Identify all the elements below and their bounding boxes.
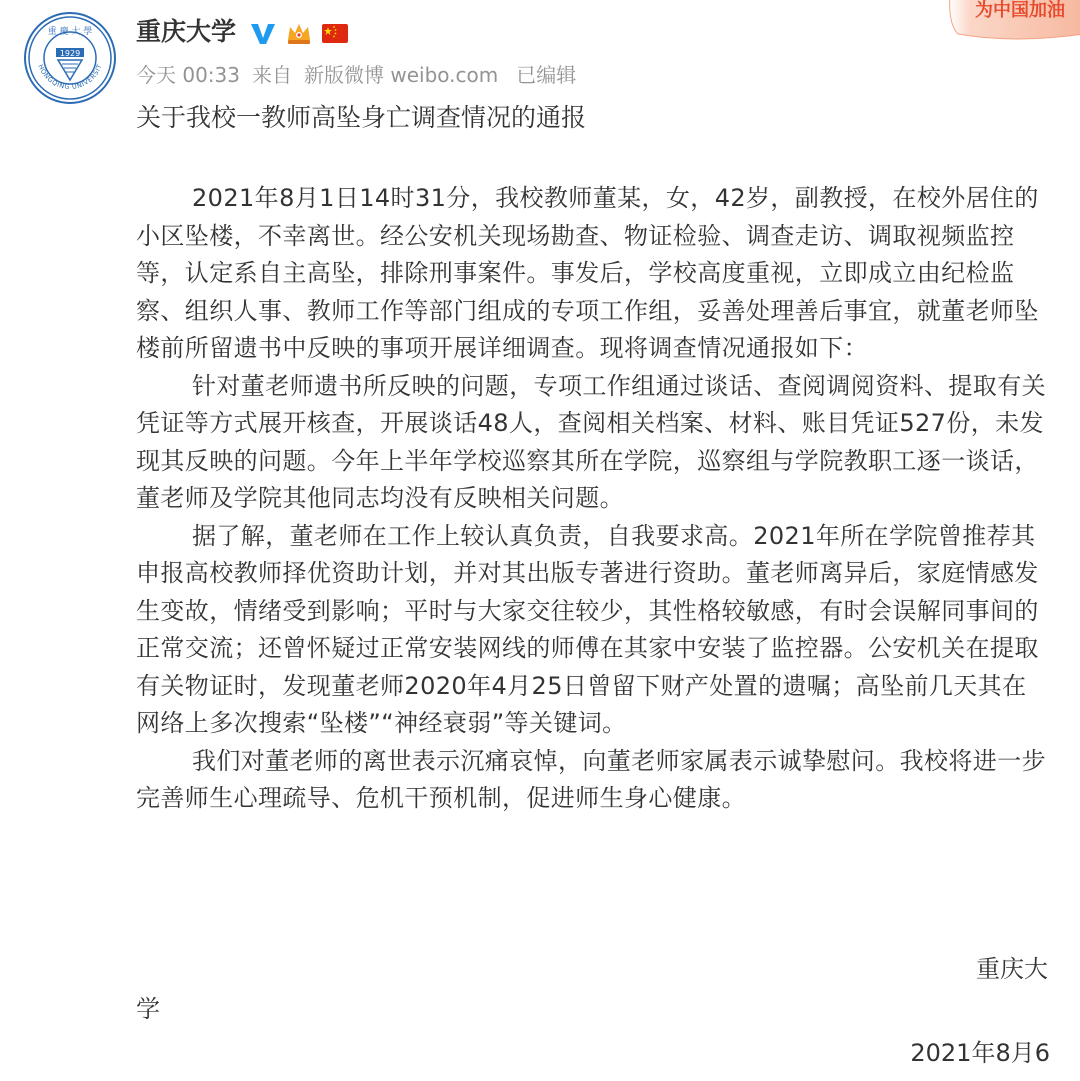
china-flag-icon[interactable] (320, 18, 350, 48)
signature-line-2: 学 (136, 995, 160, 1023)
signature-date: 2021年8月6 (910, 1039, 1050, 1067)
paragraph: 据了解，董老师在工作上较认真负责，自我要求高。2021年所在学院曾推荐其申报高校教师择优资助计划，并对其出版专著进行资助。董老师离异后，家庭情感发生变故，情绪受到影响；平时与大家交往较少，其性格较敏感，有时会误解同事间的正常交流；还曾怀疑过正常安装网线的师傅在其家中安装了监控器。公安机关在提取有关物证时，发现董老师2020年4月25日曾留下财产处置的遗嘱；高坠前几天其在网络上多次搜索“坠楼”“神经衰弱”等关键词。 (136, 521, 1039, 737)
paragraph: 我们对董老师的离世表示沉痛哀悼，向董老师家属表示诚挚慰问。我校将进一步完善师生心理疏导、危机干预机制，促进师生身心健康。 (136, 746, 1046, 812)
post-time[interactable]: 今天 00:33 (136, 63, 240, 87)
paragraph: 2021年8月1日14时31分，我校教师董某，女，42岁，副教授，在校外居住的小区坠楼，不幸离世。经公安机关现场勘查、物证检验、调查走访、调取视频监控等，认定系自主高坠，排除刑事案件。事发后，学校高度重视，立即成立由纪检监察、组织人事、教师工作等部门组成的专项工作组，妥善处理善后事宜，就董老师坠楼前所留遗书中反映的事项开展详细调查。现将调查情况通报如下： (136, 184, 1039, 362)
post-content (136, 180, 1048, 818)
svg-text:CHONGQING UNIVERSITY: HONGQING UNIVERSIT (36, 62, 104, 92)
activity-banner[interactable] (944, 0, 1080, 42)
source-prefix: 来自 (252, 63, 292, 87)
post-meta (136, 60, 576, 90)
signature-line-1: 重庆大 (976, 955, 1048, 983)
user-badges (248, 18, 350, 48)
edited-label[interactable]: 已编辑 (516, 63, 577, 87)
avatar[interactable] (24, 12, 116, 104)
svg-text:重 慶 大 學: 重 慶 大 學 (47, 27, 93, 37)
post-title: 关于我校一教师高坠身亡调查情况的通报 (136, 103, 587, 132)
post-source[interactable]: 新版微博 weibo.com (304, 63, 499, 87)
university-seal-logo (24, 12, 116, 104)
username[interactable]: 重庆大学 (136, 17, 237, 46)
vip-crown-icon[interactable] (284, 18, 314, 48)
verified-v-icon[interactable] (248, 18, 278, 48)
svg-text:1929: 1929 (59, 49, 81, 58)
paragraph: 针对董老师遗书所反映的问题，专项工作组通过谈话、查阅调阅资料、提取有关凭证等方式展开核查，开展谈话48人，查阅相关档案、材料、账目凭证527份，未发现其反映的问题。今年上半年学校巡察其所在学院，巡察组与学院教职工逐一谈话，董老师及学院其他同志均没有反映相关问题。 (136, 371, 1046, 512)
banner-text: 为中国加油 (975, 0, 1065, 21)
